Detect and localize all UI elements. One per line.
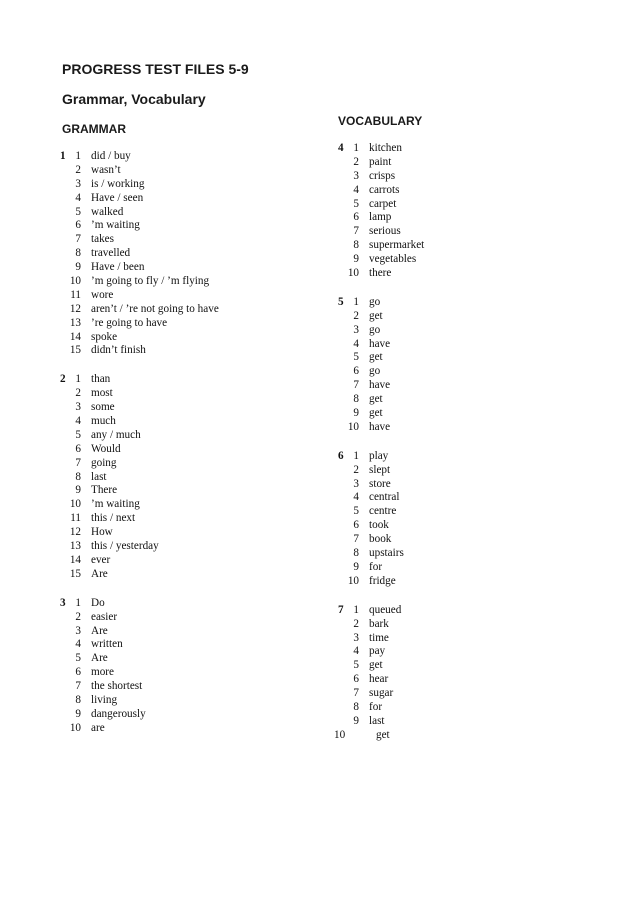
item-number: 7 — [353, 379, 359, 392]
item-number: 2 — [75, 610, 81, 623]
answer-row — [58, 611, 328, 625]
answer-row — [336, 505, 606, 519]
answer-text: pay — [369, 645, 386, 658]
item-number: 2 — [353, 617, 359, 630]
answer-text: paint — [369, 155, 392, 168]
answer-text: go — [369, 323, 381, 336]
item-number: 1 — [353, 295, 359, 308]
answer-row — [58, 625, 328, 639]
item-number: 7 — [75, 680, 81, 693]
item-number: 10 — [69, 721, 81, 734]
answer-section-3 — [58, 597, 328, 736]
answer-row — [336, 198, 606, 212]
answer-row — [336, 632, 606, 646]
section-number: 7 — [338, 603, 344, 616]
item-number: 7 — [75, 233, 81, 246]
answer-row — [58, 680, 328, 694]
answer-row — [336, 393, 606, 407]
item-number: 4 — [353, 183, 359, 196]
answer-text: ’m waiting — [91, 498, 140, 511]
item-number: 1 — [353, 603, 359, 616]
answer-row — [336, 645, 606, 659]
answer-row — [336, 533, 606, 547]
answer-row — [58, 694, 328, 708]
answer-row — [58, 387, 328, 401]
item-number: 7 — [353, 687, 359, 700]
answer-text: How — [91, 526, 113, 539]
answer-section-7 — [336, 604, 606, 743]
item-number: 4 — [75, 638, 81, 651]
answer-section-5 — [336, 296, 606, 435]
item-number: 5 — [353, 197, 359, 210]
answer-text: hear — [369, 673, 389, 686]
item-number: 6 — [353, 673, 359, 686]
answer-row — [58, 666, 328, 680]
item-number: 4 — [353, 491, 359, 504]
answer-text: vegetables — [369, 253, 417, 266]
answer-text: have — [369, 379, 391, 392]
answer-section-4 — [336, 142, 606, 281]
answer-row — [336, 575, 606, 589]
section-number: 4 — [338, 142, 344, 154]
answer-text: written — [91, 638, 123, 651]
answer-row — [336, 142, 606, 156]
item-number: 3 — [75, 401, 81, 414]
answer-row — [58, 471, 328, 485]
answer-text: takes — [91, 233, 114, 246]
item-number: 2 — [353, 463, 359, 476]
answer-text: bark — [369, 617, 389, 630]
answer-text: Would — [91, 442, 121, 455]
item-number: 1 — [353, 142, 359, 154]
answer-section-6 — [336, 450, 606, 589]
answer-text: carrots — [369, 183, 400, 196]
answer-section-1 — [58, 150, 328, 358]
answer-text: any / much — [91, 428, 141, 441]
section-number: 2 — [60, 373, 66, 386]
item-number: 10 — [334, 728, 346, 741]
answer-row — [336, 561, 606, 575]
answer-text: Do — [91, 596, 105, 609]
answer-text: Have / been — [91, 261, 145, 274]
answer-text: There — [91, 484, 118, 497]
answer-text: the shortest — [91, 680, 143, 693]
answer-row — [336, 267, 606, 281]
answer-row — [58, 331, 328, 345]
answer-text: took — [369, 519, 389, 532]
answer-row — [336, 701, 606, 715]
answer-text: ’m going to fly / ’m flying — [91, 275, 210, 288]
answer-row — [58, 233, 328, 247]
answer-text: aren’t / ’re not going to have — [91, 302, 219, 315]
answer-text: fridge — [369, 574, 396, 587]
answer-text: centre — [369, 505, 397, 518]
item-number: 12 — [69, 526, 81, 539]
item-number: 6 — [75, 666, 81, 679]
answer-row — [58, 415, 328, 429]
item-number: 9 — [353, 560, 359, 573]
item-number: 5 — [75, 428, 81, 441]
answer-row — [336, 547, 606, 561]
answer-text: play — [369, 449, 389, 462]
answer-text: is / working — [91, 177, 145, 190]
answer-text: get — [376, 728, 390, 741]
item-number: 5 — [353, 351, 359, 364]
answer-row — [336, 296, 606, 310]
answer-row — [336, 491, 606, 505]
answer-row — [336, 324, 606, 338]
item-number: 8 — [75, 693, 81, 706]
answer-text: did / buy — [91, 150, 131, 162]
item-number: 4 — [353, 337, 359, 350]
item-number: 14 — [69, 553, 81, 566]
answer-text: wasn’t — [91, 163, 121, 176]
item-number: 7 — [75, 456, 81, 469]
vocabulary-heading: VOCABULARY — [338, 114, 423, 128]
item-number: 13 — [69, 316, 81, 329]
answer-row — [336, 211, 606, 225]
answer-text: Are — [91, 652, 108, 665]
item-number: 3 — [353, 323, 359, 336]
answer-row — [336, 687, 606, 701]
answer-text: than — [91, 373, 111, 386]
answer-text: lamp — [369, 211, 392, 224]
answer-row — [336, 618, 606, 632]
section-number: 5 — [338, 295, 344, 308]
answer-row — [58, 344, 328, 358]
answer-text: time — [369, 631, 389, 644]
answer-row — [58, 289, 328, 303]
answer-text: get — [369, 309, 383, 322]
item-number: 2 — [353, 309, 359, 322]
answer-text: get — [369, 393, 383, 406]
answer-text: for — [369, 700, 383, 713]
item-number: 1 — [75, 373, 81, 386]
item-number: 3 — [75, 177, 81, 190]
answer-row — [336, 478, 606, 492]
item-number: 1 — [75, 150, 81, 162]
item-number: 8 — [353, 547, 359, 560]
answer-row — [336, 519, 606, 533]
answer-text: for — [369, 560, 383, 573]
item-number: 4 — [75, 415, 81, 428]
answer-row — [336, 338, 606, 352]
answer-text: supermarket — [369, 239, 425, 252]
answer-text: ’m waiting — [91, 219, 140, 232]
answer-row — [58, 554, 328, 568]
answer-text: queued — [369, 603, 402, 616]
answer-text: go — [369, 295, 381, 308]
answer-row — [58, 373, 328, 387]
answer-text: much — [91, 415, 116, 428]
item-number: 1 — [353, 449, 359, 462]
item-number: 6 — [353, 519, 359, 532]
answer-row — [58, 443, 328, 457]
answer-section-2 — [58, 373, 328, 581]
item-number: 10 — [347, 574, 359, 587]
answer-row — [336, 170, 606, 184]
answer-text: dangerously — [91, 707, 146, 720]
answer-row — [58, 652, 328, 666]
item-number: 11 — [70, 512, 81, 525]
item-number: 9 — [75, 707, 81, 720]
answer-row — [336, 729, 606, 743]
answer-text: walked — [91, 205, 124, 218]
answer-text: living — [91, 693, 118, 706]
answer-row — [336, 225, 606, 239]
answer-row — [336, 659, 606, 673]
answer-text: ’re going to have — [91, 316, 168, 329]
answer-text: upstairs — [369, 547, 404, 560]
answer-text: going — [91, 456, 117, 469]
section-number: 3 — [60, 596, 66, 609]
answer-row — [336, 310, 606, 324]
item-number: 14 — [69, 330, 81, 343]
item-number: 6 — [353, 211, 359, 224]
answer-row — [336, 715, 606, 729]
answer-text: some — [91, 401, 115, 414]
answer-row — [58, 178, 328, 192]
answer-row — [336, 184, 606, 198]
answer-row — [336, 407, 606, 421]
answer-row — [336, 421, 606, 435]
item-number: 13 — [69, 540, 81, 553]
answer-text: get — [369, 659, 383, 672]
item-number: 5 — [353, 659, 359, 672]
answer-text: go — [369, 365, 381, 378]
item-number: 2 — [353, 155, 359, 168]
answer-row — [58, 722, 328, 736]
grammar-column — [58, 150, 328, 751]
item-number: 5 — [353, 505, 359, 518]
answer-row — [58, 164, 328, 178]
answer-text: most — [91, 387, 113, 400]
item-number: 3 — [353, 169, 359, 182]
answer-row — [336, 673, 606, 687]
answer-text: sugar — [369, 687, 394, 700]
answer-row — [336, 450, 606, 464]
item-number: 15 — [69, 344, 81, 357]
answer-row — [58, 247, 328, 261]
answer-text: slept — [369, 463, 391, 476]
item-number: 2 — [75, 163, 81, 176]
answer-text: get — [369, 351, 383, 364]
answer-text: get — [369, 407, 383, 420]
answer-text: store — [369, 477, 391, 490]
answer-text: Are — [91, 567, 108, 580]
item-number: 9 — [75, 484, 81, 497]
answer-text: are — [91, 721, 105, 734]
answer-row — [58, 484, 328, 498]
item-number: 3 — [75, 624, 81, 637]
answer-text: this / yesterday — [91, 540, 159, 553]
item-number: 10 — [347, 267, 359, 280]
answer-row — [58, 638, 328, 652]
item-number: 8 — [75, 247, 81, 260]
item-number: 5 — [75, 652, 81, 665]
item-number: 8 — [75, 470, 81, 483]
answer-row — [336, 365, 606, 379]
item-number: 10 — [69, 275, 81, 288]
item-number: 8 — [353, 700, 359, 713]
item-number: 9 — [353, 407, 359, 420]
item-number: 6 — [75, 442, 81, 455]
grammar-heading: GRAMMAR — [62, 122, 126, 136]
answer-text: spoke — [91, 330, 118, 343]
answer-row — [58, 401, 328, 415]
page-subtitle: Grammar, Vocabulary — [62, 91, 206, 107]
item-number: 10 — [347, 420, 359, 433]
item-number: 4 — [353, 645, 359, 658]
answer-row — [58, 708, 328, 722]
item-number: 6 — [353, 365, 359, 378]
answer-row — [336, 604, 606, 618]
item-number: 10 — [69, 498, 81, 511]
answer-row — [58, 150, 328, 164]
answer-row — [336, 156, 606, 170]
answer-text: wore — [91, 288, 114, 301]
answer-row — [58, 457, 328, 471]
answer-row — [58, 219, 328, 233]
item-number: 7 — [353, 225, 359, 238]
item-number: 2 — [75, 387, 81, 400]
answer-text: easier — [91, 610, 118, 623]
answer-row — [58, 540, 328, 554]
answer-text: ever — [91, 553, 111, 566]
section-number: 1 — [60, 150, 66, 162]
item-number: 8 — [353, 239, 359, 252]
answer-text: there — [369, 267, 392, 280]
item-number: 7 — [353, 533, 359, 546]
answer-row — [58, 597, 328, 611]
answer-text: didn’t finish — [91, 344, 146, 357]
answer-text: central — [369, 491, 400, 504]
answer-text: last — [91, 470, 107, 483]
answer-row — [58, 498, 328, 512]
answer-row — [336, 239, 606, 253]
item-number: 9 — [75, 261, 81, 274]
item-number: 9 — [353, 253, 359, 266]
answer-row — [58, 303, 328, 317]
item-number: 3 — [353, 631, 359, 644]
answer-text: this / next — [91, 512, 136, 525]
item-number: 5 — [75, 205, 81, 218]
answer-text: last — [369, 714, 385, 727]
answer-row — [58, 192, 328, 206]
item-number: 3 — [353, 477, 359, 490]
answer-row — [58, 568, 328, 582]
answer-row — [58, 275, 328, 289]
answer-row — [58, 261, 328, 275]
answer-text: more — [91, 666, 114, 679]
item-number: 11 — [70, 288, 81, 301]
item-number: 15 — [69, 567, 81, 580]
answer-row — [58, 526, 328, 540]
answer-text: have — [369, 420, 391, 433]
answer-row — [336, 253, 606, 267]
answer-text: kitchen — [369, 142, 402, 154]
item-number: 9 — [353, 714, 359, 727]
answer-text: serious — [369, 225, 401, 238]
answer-row — [336, 379, 606, 393]
answer-row — [336, 464, 606, 478]
answer-row — [58, 512, 328, 526]
answer-text: travelled — [91, 247, 131, 260]
section-number: 6 — [338, 449, 344, 462]
answer-row — [336, 351, 606, 365]
item-number: 4 — [75, 191, 81, 204]
answer-text: Are — [91, 624, 108, 637]
item-number: 1 — [75, 596, 81, 609]
answer-row — [58, 206, 328, 220]
answer-row — [58, 317, 328, 331]
answer-row — [58, 429, 328, 443]
page-title: PROGRESS TEST FILES 5-9 — [62, 61, 249, 77]
answer-text: book — [369, 533, 392, 546]
answer-text: crisps — [369, 169, 396, 182]
item-number: 12 — [69, 302, 81, 315]
answer-text: have — [369, 337, 391, 350]
item-number: 8 — [353, 393, 359, 406]
vocabulary-column — [336, 142, 606, 758]
answer-text: carpet — [369, 197, 397, 210]
item-number: 6 — [75, 219, 81, 232]
answer-text: Have / seen — [91, 191, 144, 204]
